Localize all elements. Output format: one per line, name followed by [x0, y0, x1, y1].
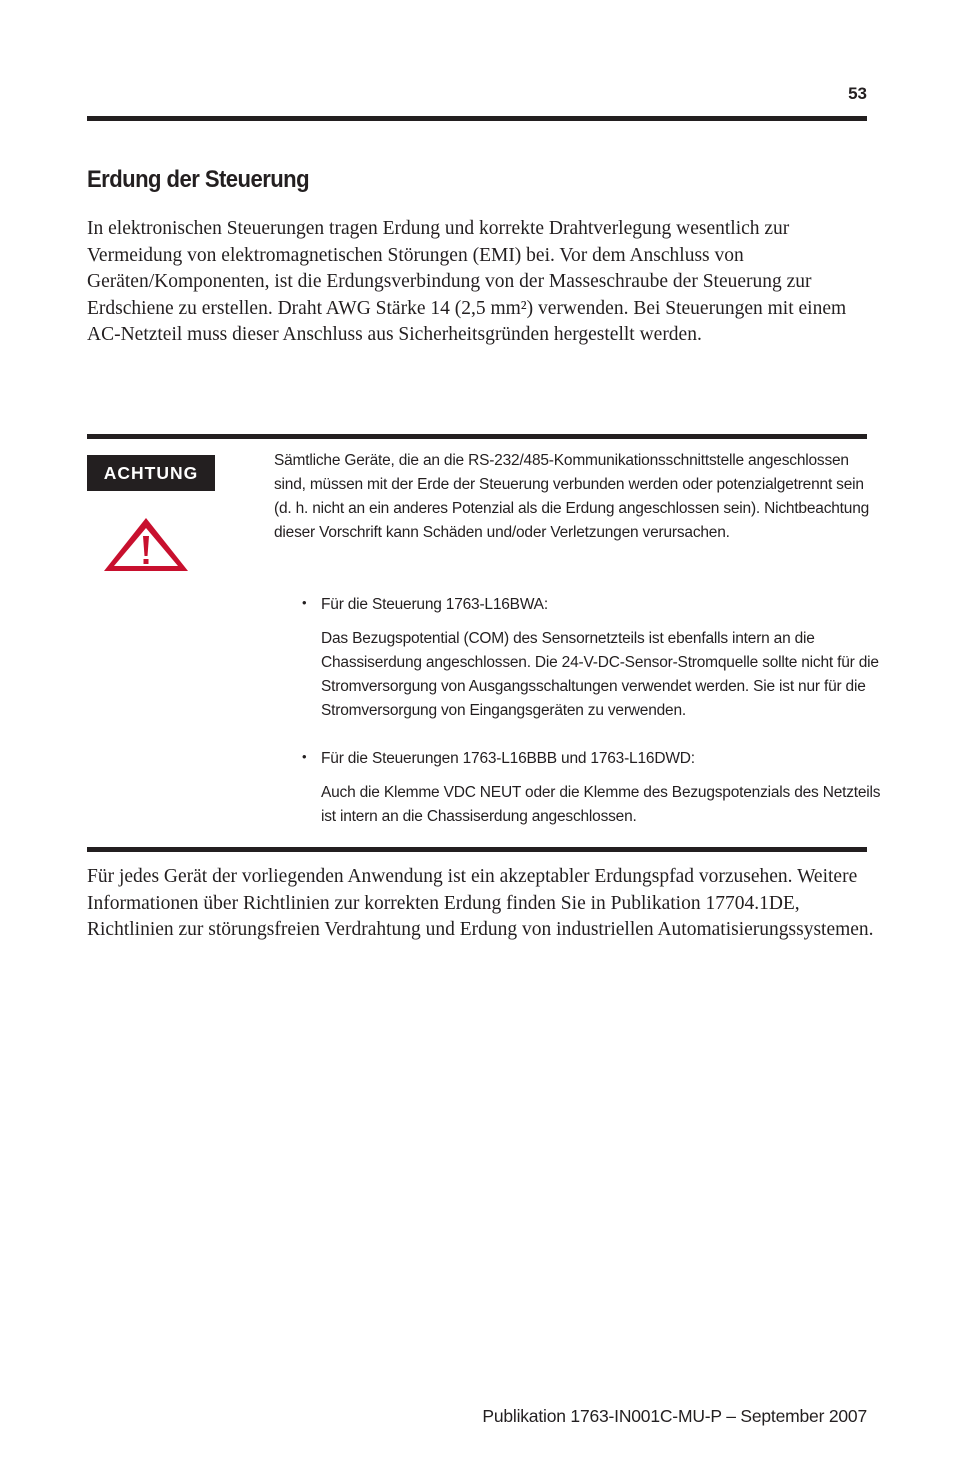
attention-top-rule [87, 434, 867, 439]
header-rule [87, 116, 867, 121]
attention-badge: ACHTUNG [87, 455, 215, 491]
bullet-marker: • [302, 749, 307, 764]
page-number: 53 [848, 84, 867, 103]
intro-paragraph: In elektronischen Steuerungen tragen Erdung und korrekte Drahtverlegung wesentlich zur Vermeidung von elektromagnetischen Störungen (EMI) bei. Vor dem Anschluss von Geräten/Komponenten, ist die Erdungsverbindung von der Masseschraube der Steuerung zur Erdschiene zu erstellen. Draht AWG Stärke 14 (2,5 mm²) verwenden. Bei Steuerungen mit einem AC-Netzteil muss dieser Anschluss aus Sicherheitsgründen hergestellt werden. [87, 218, 847, 345]
attention-bottom-rule [87, 847, 867, 852]
bullet-heading-l16bwa: Für die Steuerung 1763-L16BWA: [321, 596, 548, 613]
bullet-marker: • [302, 595, 307, 610]
section-heading: Erdung der Steuerung [87, 166, 310, 193]
bullet-body-l16bwa: Das Bezugspotential (COM) des Sensornetzteils ist ebenfalls intern an die Chassiserdung angeschlossen. Die 24-V-DC-Sensor-Stromquelle sollte nicht für die Stromversorgung von Ausgangsschaltungen verwendet werden. Sie ist nur für die Stromversorgung von Eingangsgeräten zu verwenden. [321, 630, 879, 719]
warning-triangle-icon [102, 516, 190, 573]
attention-text: Sämtliche Geräte, die an die RS-232/485-Kommunikationsschnittstelle angeschlossen sind, müssen mit der Erde der Steuerung verbunden werden oder potenzialgetrennt sein (d. h. nicht an ein anderes Potenzial als die Erdung angeschlossen sein). Nichtbeachtung dieser Vorschrift kann Schäden und/oder Verletzungen verursachen. [274, 452, 870, 541]
bullet-heading-l16bbb-l16dwd: Für die Steuerungen 1763-L16BBB und 1763-L16DWD: [321, 750, 695, 767]
publication-footer: Publikation 1763-IN001C-MU-P – September 2007 [482, 1406, 867, 1426]
closing-paragraph: Für jedes Gerät der vorliegenden Anwendung ist ein akzeptabler Erdungspfad vorzusehen. Weitere Informationen über Richtlinien zur korrekten Erdung finden Sie in Publikation 17704.1DE, Richtlinien zur störungsfreien Verdrahtung und Erdung von industriellen Automatisierungssystemen. [87, 866, 874, 940]
bullet-body-l16bbb-l16dwd: Auch die Klemme VDC NEUT oder die Klemme des Bezugspotenzials des Netzteils ist intern an die Chassiserdung angeschlossen. [321, 784, 881, 825]
